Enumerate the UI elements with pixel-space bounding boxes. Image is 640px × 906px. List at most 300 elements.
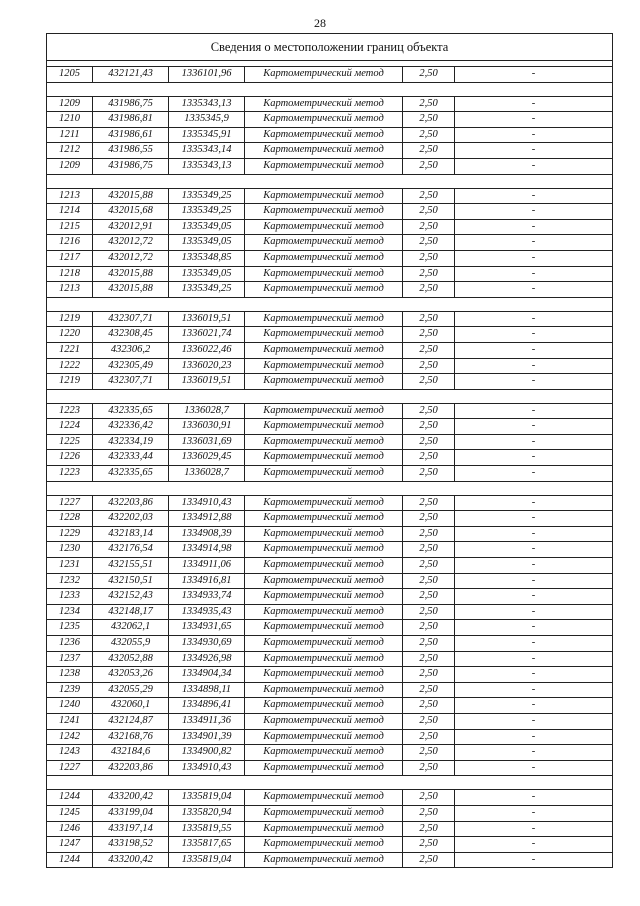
table-row (47, 67, 613, 83)
table-row (47, 434, 613, 450)
note-cell: - (455, 667, 613, 683)
accuracy-cell: 2,50 (403, 821, 455, 837)
accuracy-cell: 2,50 (403, 558, 455, 574)
accuracy-cell: 2,50 (403, 188, 455, 204)
x-coordinate-cell: 432308,45 (93, 327, 169, 343)
accuracy-cell: 2,50 (403, 511, 455, 527)
y-coordinate-cell: 1336029,45 (169, 450, 245, 466)
accuracy-cell: 2,50 (403, 620, 455, 636)
note-cell: - (455, 158, 613, 174)
method-cell: Картометрический метод (245, 67, 403, 83)
accuracy-cell: 2,50 (403, 805, 455, 821)
accuracy-cell: 2,50 (403, 526, 455, 542)
note-cell: - (455, 311, 613, 327)
point-number-cell: 1214 (47, 204, 93, 220)
method-cell: Картометрический метод (245, 358, 403, 374)
accuracy-cell: 2,50 (403, 667, 455, 683)
note-cell: - (455, 419, 613, 435)
point-number-cell: 1223 (47, 403, 93, 419)
method-cell: Картометрический метод (245, 419, 403, 435)
x-coordinate-cell: 431986,81 (93, 112, 169, 128)
y-coordinate-cell: 1336021,74 (169, 327, 245, 343)
x-coordinate-cell: 432060,1 (93, 698, 169, 714)
accuracy-cell: 2,50 (403, 698, 455, 714)
point-number-cell: 1235 (47, 620, 93, 636)
y-coordinate-cell: 1335349,05 (169, 235, 245, 251)
y-coordinate-cell: 1335349,05 (169, 219, 245, 235)
y-coordinate-cell: 1335817,65 (169, 837, 245, 853)
y-coordinate-cell: 1334916,81 (169, 573, 245, 589)
table-header-row (47, 34, 613, 61)
note-cell: - (455, 204, 613, 220)
method-cell: Картометрический метод (245, 143, 403, 159)
y-coordinate-cell: 1334908,39 (169, 526, 245, 542)
note-cell: - (455, 450, 613, 466)
note-cell: - (455, 112, 613, 128)
note-cell: - (455, 374, 613, 390)
table-row (47, 682, 613, 698)
y-coordinate-cell: 1335343,14 (169, 143, 245, 159)
note-cell: - (455, 96, 613, 112)
note-cell: - (455, 729, 613, 745)
y-coordinate-cell: 1334914,98 (169, 542, 245, 558)
y-coordinate-cell: 1335819,55 (169, 821, 245, 837)
x-coordinate-cell: 431986,55 (93, 143, 169, 159)
note-cell: - (455, 713, 613, 729)
method-cell: Картометрический метод (245, 466, 403, 482)
note-cell: - (455, 188, 613, 204)
y-coordinate-cell: 1335819,04 (169, 852, 245, 868)
table-row (47, 542, 613, 558)
accuracy-cell: 2,50 (403, 250, 455, 266)
note-cell: - (455, 589, 613, 605)
table-row (47, 604, 613, 620)
table-row (47, 358, 613, 374)
note-cell: - (455, 651, 613, 667)
point-number-cell: 1209 (47, 96, 93, 112)
note-cell: - (455, 837, 613, 853)
table-row (47, 620, 613, 636)
accuracy-cell: 2,50 (403, 434, 455, 450)
y-coordinate-cell: 1334904,34 (169, 667, 245, 683)
note-cell: - (455, 219, 613, 235)
point-number-cell: 1240 (47, 698, 93, 714)
x-coordinate-cell: 432121,43 (93, 67, 169, 83)
accuracy-cell: 2,50 (403, 651, 455, 667)
accuracy-cell: 2,50 (403, 127, 455, 143)
method-cell: Картометрический метод (245, 96, 403, 112)
note-cell: - (455, 143, 613, 159)
method-cell: Картометрический метод (245, 729, 403, 745)
method-cell: Картометрический метод (245, 651, 403, 667)
point-number-cell: 1220 (47, 327, 93, 343)
table-row (47, 311, 613, 327)
point-number-cell: 1232 (47, 573, 93, 589)
table-row (47, 651, 613, 667)
table-row (47, 204, 613, 220)
point-number-cell: 1244 (47, 852, 93, 868)
table-row (47, 466, 613, 482)
x-coordinate-cell: 432336,42 (93, 419, 169, 435)
method-cell: Картометрический метод (245, 327, 403, 343)
table-row (47, 511, 613, 527)
x-coordinate-cell: 432052,88 (93, 651, 169, 667)
y-coordinate-cell: 1335349,25 (169, 188, 245, 204)
method-cell: Картометрический метод (245, 837, 403, 853)
method-cell: Картометрический метод (245, 374, 403, 390)
point-number-cell: 1210 (47, 112, 93, 128)
x-coordinate-cell: 432152,43 (93, 589, 169, 605)
note-cell: - (455, 805, 613, 821)
note-cell: - (455, 745, 613, 761)
method-cell: Картометрический метод (245, 266, 403, 282)
y-coordinate-cell: 1334931,65 (169, 620, 245, 636)
y-coordinate-cell: 1334933,74 (169, 589, 245, 605)
method-cell: Картометрический метод (245, 852, 403, 868)
table-title: Сведения о местоположении границ объекта (47, 34, 613, 61)
point-number-cell: 1221 (47, 342, 93, 358)
x-coordinate-cell: 432015,88 (93, 188, 169, 204)
accuracy-cell: 2,50 (403, 419, 455, 435)
accuracy-cell: 2,50 (403, 112, 455, 128)
point-number-cell: 1227 (47, 760, 93, 776)
point-number-cell: 1211 (47, 127, 93, 143)
y-coordinate-cell: 1335349,25 (169, 204, 245, 220)
note-cell: - (455, 682, 613, 698)
table-row (47, 805, 613, 821)
table-row (47, 143, 613, 159)
point-number-cell: 1217 (47, 250, 93, 266)
x-coordinate-cell: 432015,68 (93, 204, 169, 220)
y-coordinate-cell: 1336031,69 (169, 434, 245, 450)
y-coordinate-cell: 1336028,7 (169, 466, 245, 482)
table-row (47, 526, 613, 542)
table-row (47, 589, 613, 605)
note-cell: - (455, 266, 613, 282)
accuracy-cell: 2,50 (403, 403, 455, 419)
note-cell: - (455, 698, 613, 714)
accuracy-cell: 2,50 (403, 204, 455, 220)
x-coordinate-cell: 432334,19 (93, 434, 169, 450)
method-cell: Картометрический метод (245, 282, 403, 298)
point-number-cell: 1222 (47, 358, 93, 374)
point-number-cell: 1209 (47, 158, 93, 174)
table-row (47, 573, 613, 589)
x-coordinate-cell: 433199,04 (93, 805, 169, 821)
point-number-cell: 1237 (47, 651, 93, 667)
method-cell: Картометрический метод (245, 745, 403, 761)
method-cell: Картометрический метод (245, 589, 403, 605)
x-coordinate-cell: 432150,51 (93, 573, 169, 589)
point-number-cell: 1213 (47, 282, 93, 298)
point-number-cell: 1247 (47, 837, 93, 853)
note-cell: - (455, 542, 613, 558)
point-number-cell: 1242 (47, 729, 93, 745)
x-coordinate-cell: 433200,42 (93, 852, 169, 868)
table-row (47, 558, 613, 574)
spacer-row (47, 776, 613, 790)
y-coordinate-cell: 1336019,51 (169, 311, 245, 327)
note-cell: - (455, 434, 613, 450)
point-number-cell: 1215 (47, 219, 93, 235)
y-coordinate-cell: 1334912,88 (169, 511, 245, 527)
note-cell: - (455, 526, 613, 542)
method-cell: Картометрический метод (245, 188, 403, 204)
boundary-coordinates-table (46, 33, 613, 868)
point-number-cell: 1212 (47, 143, 93, 159)
x-coordinate-cell: 432155,51 (93, 558, 169, 574)
table-row (47, 790, 613, 806)
accuracy-cell: 2,50 (403, 327, 455, 343)
note-cell: - (455, 282, 613, 298)
note-cell: - (455, 790, 613, 806)
x-coordinate-cell: 432306,2 (93, 342, 169, 358)
x-coordinate-cell: 431986,75 (93, 158, 169, 174)
x-coordinate-cell: 432307,71 (93, 311, 169, 327)
accuracy-cell: 2,50 (403, 837, 455, 853)
y-coordinate-cell: 1336022,46 (169, 342, 245, 358)
table-row (47, 235, 613, 251)
y-coordinate-cell: 1334901,39 (169, 729, 245, 745)
table-row (47, 127, 613, 143)
accuracy-cell: 2,50 (403, 495, 455, 511)
note-cell: - (455, 852, 613, 868)
method-cell: Картометрический метод (245, 495, 403, 511)
y-coordinate-cell: 1335349,05 (169, 266, 245, 282)
point-number-cell: 1246 (47, 821, 93, 837)
method-cell: Картометрический метод (245, 235, 403, 251)
table-row (47, 636, 613, 652)
method-cell: Картометрический метод (245, 342, 403, 358)
spacer-row (47, 82, 613, 96)
note-cell: - (455, 495, 613, 511)
accuracy-cell: 2,50 (403, 219, 455, 235)
x-coordinate-cell: 432307,71 (93, 374, 169, 390)
x-coordinate-cell: 432183,14 (93, 526, 169, 542)
x-coordinate-cell: 432168,76 (93, 729, 169, 745)
x-coordinate-cell: 433200,42 (93, 790, 169, 806)
method-cell: Картометрический метод (245, 158, 403, 174)
x-coordinate-cell: 433197,14 (93, 821, 169, 837)
note-cell: - (455, 327, 613, 343)
note-cell: - (455, 235, 613, 251)
x-coordinate-cell: 432176,54 (93, 542, 169, 558)
x-coordinate-cell: 432148,17 (93, 604, 169, 620)
note-cell: - (455, 250, 613, 266)
method-cell: Картометрический метод (245, 636, 403, 652)
note-cell: - (455, 604, 613, 620)
x-coordinate-cell: 432335,65 (93, 403, 169, 419)
accuracy-cell: 2,50 (403, 852, 455, 868)
method-cell: Картометрический метод (245, 311, 403, 327)
method-cell: Картометрический метод (245, 112, 403, 128)
point-number-cell: 1226 (47, 450, 93, 466)
point-number-cell: 1243 (47, 745, 93, 761)
table-row (47, 450, 613, 466)
y-coordinate-cell: 1335349,25 (169, 282, 245, 298)
note-cell: - (455, 620, 613, 636)
accuracy-cell: 2,50 (403, 636, 455, 652)
y-coordinate-cell: 1334911,06 (169, 558, 245, 574)
x-coordinate-cell: 432202,03 (93, 511, 169, 527)
method-cell: Картометрический метод (245, 434, 403, 450)
note-cell: - (455, 67, 613, 83)
point-number-cell: 1245 (47, 805, 93, 821)
accuracy-cell: 2,50 (403, 450, 455, 466)
y-coordinate-cell: 1335343,13 (169, 158, 245, 174)
x-coordinate-cell: 432203,86 (93, 760, 169, 776)
table-row (47, 495, 613, 511)
method-cell: Картометрический метод (245, 620, 403, 636)
point-number-cell: 1224 (47, 419, 93, 435)
method-cell: Картометрический метод (245, 604, 403, 620)
point-number-cell: 1238 (47, 667, 93, 683)
x-coordinate-cell: 432015,88 (93, 266, 169, 282)
note-cell: - (455, 403, 613, 419)
method-cell: Картометрический метод (245, 573, 403, 589)
spacer-row (47, 297, 613, 311)
table-row (47, 374, 613, 390)
method-cell: Картометрический метод (245, 403, 403, 419)
y-coordinate-cell: 1336019,51 (169, 374, 245, 390)
point-number-cell: 1230 (47, 542, 93, 558)
accuracy-cell: 2,50 (403, 143, 455, 159)
accuracy-cell: 2,50 (403, 542, 455, 558)
accuracy-cell: 2,50 (403, 589, 455, 605)
point-number-cell: 1219 (47, 311, 93, 327)
point-number-cell: 1213 (47, 188, 93, 204)
y-coordinate-cell: 1334896,41 (169, 698, 245, 714)
method-cell: Картометрический метод (245, 511, 403, 527)
accuracy-cell: 2,50 (403, 573, 455, 589)
x-coordinate-cell: 432335,65 (93, 466, 169, 482)
table-row (47, 96, 613, 112)
table-row (47, 403, 613, 419)
spacer-row (47, 389, 613, 403)
point-number-cell: 1227 (47, 495, 93, 511)
note-cell: - (455, 573, 613, 589)
y-coordinate-cell: 1336101,96 (169, 67, 245, 83)
note-cell: - (455, 821, 613, 837)
method-cell: Картометрический метод (245, 250, 403, 266)
x-coordinate-cell: 432305,49 (93, 358, 169, 374)
accuracy-cell: 2,50 (403, 374, 455, 390)
method-cell: Картометрический метод (245, 760, 403, 776)
note-cell: - (455, 511, 613, 527)
method-cell: Картометрический метод (245, 821, 403, 837)
x-coordinate-cell: 432012,72 (93, 235, 169, 251)
x-coordinate-cell: 431986,75 (93, 96, 169, 112)
accuracy-cell: 2,50 (403, 266, 455, 282)
y-coordinate-cell: 1334926,98 (169, 651, 245, 667)
y-coordinate-cell: 1335348,85 (169, 250, 245, 266)
note-cell: - (455, 358, 613, 374)
accuracy-cell: 2,50 (403, 466, 455, 482)
point-number-cell: 1244 (47, 790, 93, 806)
x-coordinate-cell: 431986,61 (93, 127, 169, 143)
accuracy-cell: 2,50 (403, 790, 455, 806)
method-cell: Картометрический метод (245, 667, 403, 683)
table-row (47, 852, 613, 868)
y-coordinate-cell: 1334935,43 (169, 604, 245, 620)
point-number-cell: 1218 (47, 266, 93, 282)
point-number-cell: 1219 (47, 374, 93, 390)
point-number-cell: 1223 (47, 466, 93, 482)
y-coordinate-cell: 1334910,43 (169, 760, 245, 776)
point-number-cell: 1231 (47, 558, 93, 574)
method-cell: Картометрический метод (245, 713, 403, 729)
x-coordinate-cell: 432055,9 (93, 636, 169, 652)
point-number-cell: 1233 (47, 589, 93, 605)
note-cell: - (455, 466, 613, 482)
point-number-cell: 1236 (47, 636, 93, 652)
table-row (47, 219, 613, 235)
table-row (47, 698, 613, 714)
x-coordinate-cell: 433198,52 (93, 837, 169, 853)
accuracy-cell: 2,50 (403, 713, 455, 729)
accuracy-cell: 2,50 (403, 358, 455, 374)
y-coordinate-cell: 1336020,23 (169, 358, 245, 374)
method-cell: Картометрический метод (245, 204, 403, 220)
point-number-cell: 1241 (47, 713, 93, 729)
accuracy-cell: 2,50 (403, 760, 455, 776)
y-coordinate-cell: 1335343,13 (169, 96, 245, 112)
table-row (47, 282, 613, 298)
table-row (47, 745, 613, 761)
accuracy-cell: 2,50 (403, 282, 455, 298)
x-coordinate-cell: 432124,87 (93, 713, 169, 729)
x-coordinate-cell: 432203,86 (93, 495, 169, 511)
note-cell: - (455, 127, 613, 143)
point-number-cell: 1229 (47, 526, 93, 542)
x-coordinate-cell: 432055,29 (93, 682, 169, 698)
method-cell: Картометрический метод (245, 805, 403, 821)
x-coordinate-cell: 432184,6 (93, 745, 169, 761)
point-number-cell: 1239 (47, 682, 93, 698)
y-coordinate-cell: 1334911,36 (169, 713, 245, 729)
point-number-cell: 1228 (47, 511, 93, 527)
point-number-cell: 1205 (47, 67, 93, 83)
y-coordinate-cell: 1335819,04 (169, 790, 245, 806)
point-number-cell: 1216 (47, 235, 93, 251)
table-row (47, 112, 613, 128)
note-cell: - (455, 558, 613, 574)
y-coordinate-cell: 1336028,7 (169, 403, 245, 419)
table-row (47, 266, 613, 282)
table-row (47, 760, 613, 776)
table-row (47, 419, 613, 435)
method-cell: Картометрический метод (245, 790, 403, 806)
y-coordinate-cell: 1334930,69 (169, 636, 245, 652)
x-coordinate-cell: 432015,88 (93, 282, 169, 298)
y-coordinate-cell: 1335820,94 (169, 805, 245, 821)
y-coordinate-cell: 1334900,82 (169, 745, 245, 761)
spacer-row (47, 481, 613, 495)
note-cell: - (455, 760, 613, 776)
table-row (47, 250, 613, 266)
table-row (47, 158, 613, 174)
accuracy-cell: 2,50 (403, 235, 455, 251)
x-coordinate-cell: 432053,26 (93, 667, 169, 683)
table-row (47, 667, 613, 683)
accuracy-cell: 2,50 (403, 311, 455, 327)
table-row (47, 821, 613, 837)
method-cell: Картометрический метод (245, 558, 403, 574)
note-cell: - (455, 342, 613, 358)
method-cell: Картометрический метод (245, 219, 403, 235)
accuracy-cell: 2,50 (403, 96, 455, 112)
accuracy-cell: 2,50 (403, 682, 455, 698)
